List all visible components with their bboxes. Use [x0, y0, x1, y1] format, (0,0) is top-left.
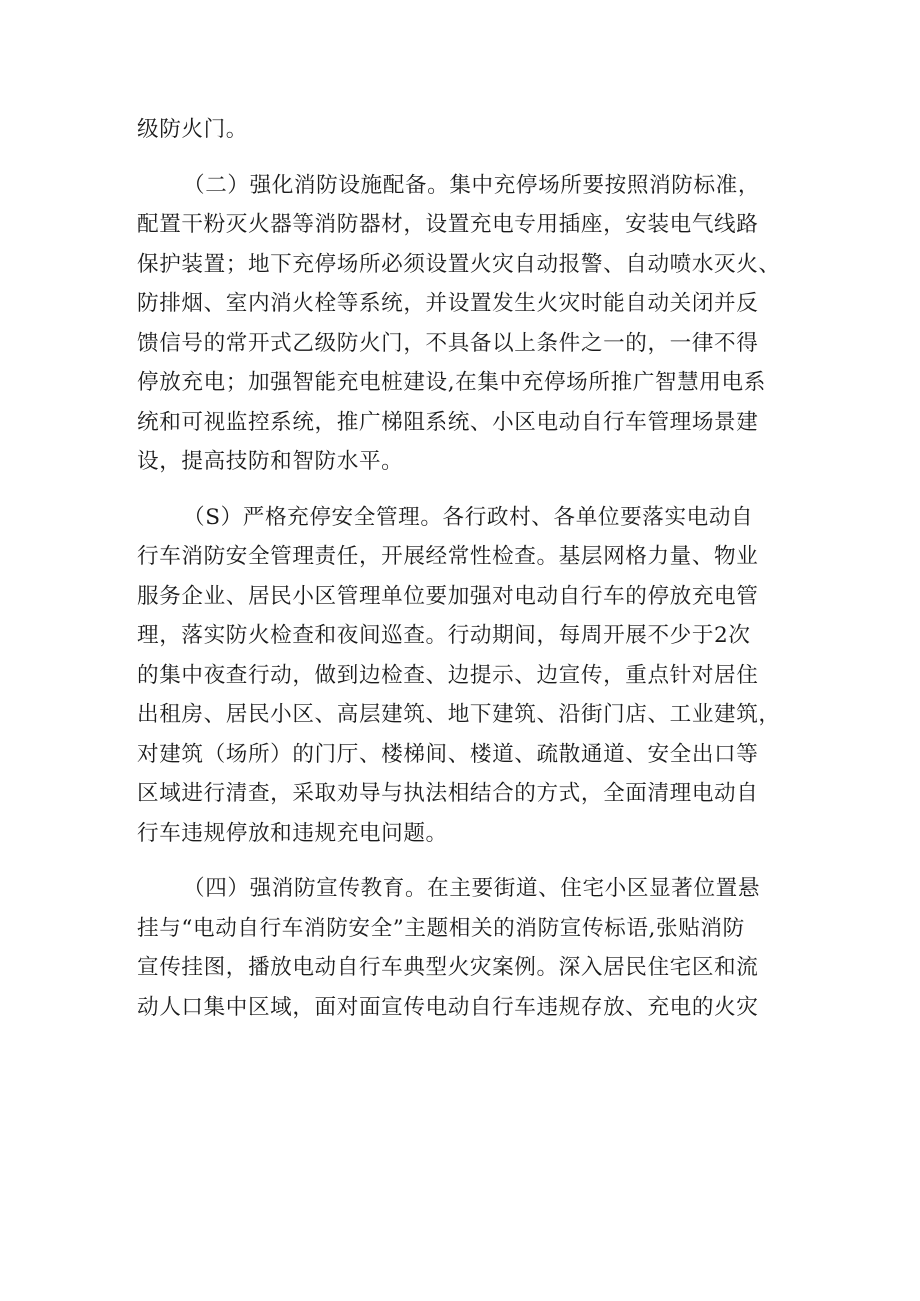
- document-body: [137, 110, 807, 1027]
- paragraph-fire-door-tail: [137, 110, 807, 150]
- text-line: 服务企业、居民小区管理单位要加强对电动自行车的停放充电管: [137, 583, 759, 609]
- text-line: 挂与“电动自行车消防安全”主题相关的消防宣传标语,张贴消防: [137, 915, 745, 941]
- text-line: 对建筑（场所）的门厅、楼梯间、楼道、疏散通道、安全出口等: [137, 741, 759, 767]
- text-line: 级防火门。: [137, 117, 248, 142]
- text-line: （二）强化消防设施配备。集中充停场所要按照消防标准，: [183, 172, 761, 198]
- text-line: 动人口集中区域，面对面宣传电动自行车违规存放、充电的火灾: [137, 994, 759, 1020]
- text-line: 统和可视监控系统，推广梯阻系统、小区电动自行车管理场景建: [137, 409, 759, 435]
- text-line: 防排烟、室内消火栓等系统，并设置发生火灾时能自动关闭并反: [137, 291, 759, 316]
- paragraph-gap: [137, 482, 807, 498]
- text-line: 宣传挂图，播放电动自行车典型火灾案例。深入居民住宅区和流: [137, 955, 759, 980]
- text-line: 行车违规停放和违规充电问题。: [137, 820, 448, 846]
- text-line: 的集中夜查行动，做到边检查、边提示、边宣传，重点针对居住: [137, 662, 759, 688]
- paragraph-gap: [137, 853, 807, 869]
- paragraph-section-4: [137, 869, 807, 1027]
- paragraph-section-3: [137, 498, 807, 854]
- text-line: 设，提高技防和智防水平。: [137, 449, 404, 474]
- text-line: 馈信号的常开式乙级防火门，不具备以上条件之一的，一律不得: [137, 330, 759, 356]
- text-line: 出租房、居民小区、高层建筑、地下建筑、沿街门店、工业建筑，: [137, 702, 781, 727]
- text-line: 保护装置；地下充停场所必须设置火灾自动报警、自动喷水灭火、: [137, 251, 781, 277]
- text-line: （S）严格充停安全管理。各行政村、各单位要落实电动自: [183, 504, 754, 530]
- text-line: 区域进行清查，采取劝导与执法相结合的方式，全面清理电动自: [137, 781, 759, 806]
- paragraph-section-2: [137, 166, 807, 482]
- text-line: 配置干粉灭火器等消防器材，设置充电专用插座，安装电气线路: [137, 212, 759, 237]
- text-line: 理，落实防火检查和夜间巡查。行动期间，每周开展不少于2次: [137, 623, 751, 648]
- text-line: 行车消防安全管理责任，开展经常性检查。基层网格力量、物业: [137, 544, 759, 569]
- text-line: 停放充电；加强智能充电桩建设,在集中充停场所推广智慧用电系: [137, 370, 766, 395]
- paragraph-gap: [137, 150, 807, 166]
- text-line: （四）强消防宣传教育。在主要街道、住宅小区显著位置悬: [183, 876, 761, 901]
